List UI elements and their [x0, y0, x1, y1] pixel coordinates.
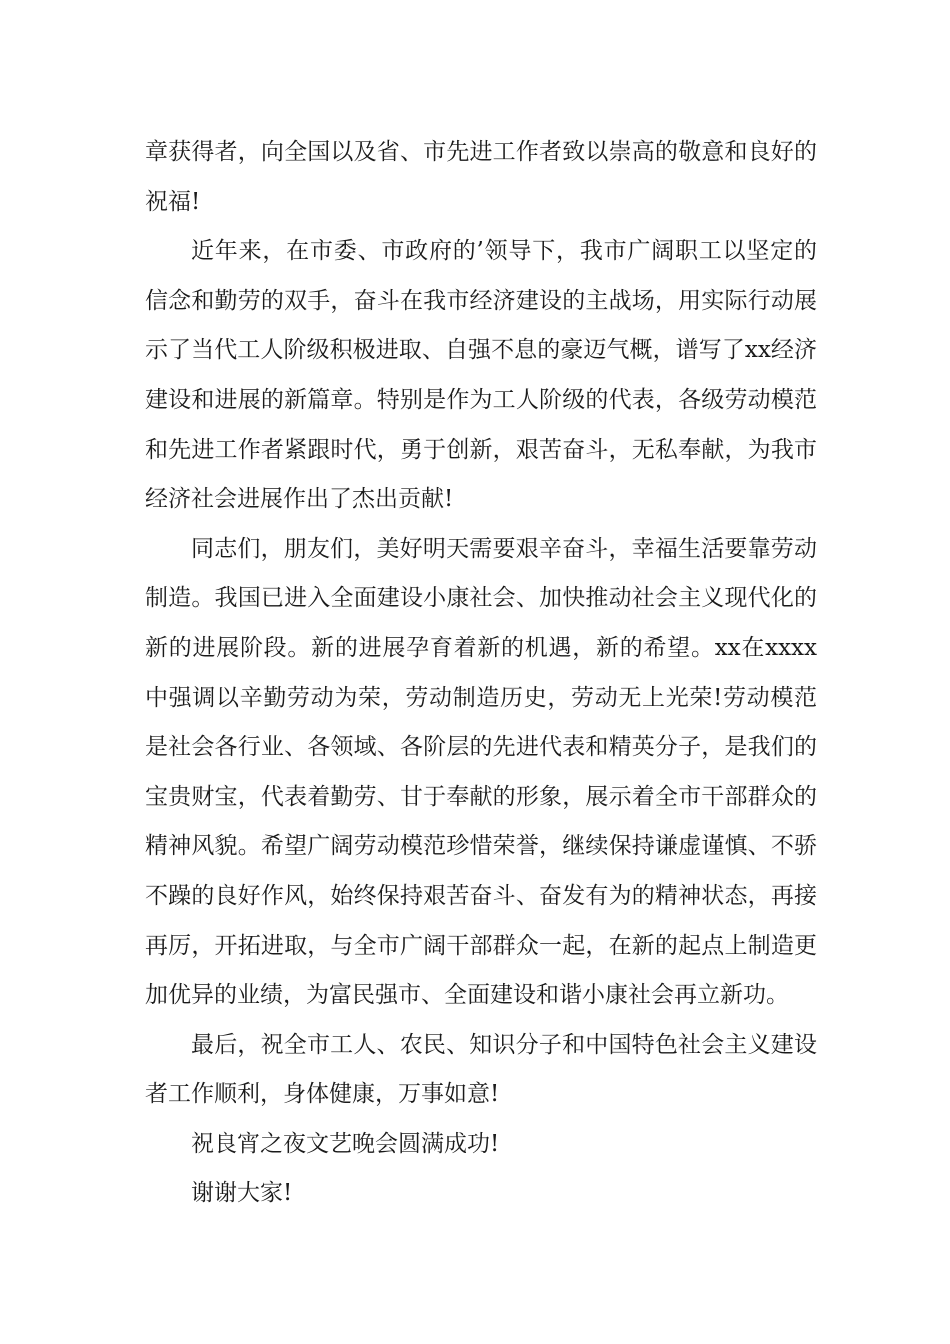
paragraph-labor-models: 同志们，朋友们，美好明天需要艰辛奋斗，幸福生活要靠劳动制造。我国已进入全面建设小康社会、加快推动社会主义现代化的新的进展阶段。新的进展孕育着新的机遇，新的希望。xx在xxxx中强调以辛勤劳动为荣，劳动制造历史，劳动无上光荣!劳动模范是社会各行业、各领域、各阶层的先进代表和精英分子，是我们的宝贵财宝，代表着勤劳、甘于奉献的形象，展示着全市干部群众的精神风貌。希望广阔劳动模范珍惜荣誉，继续保持谦虚谨慎、不骄不躁的良好作风，始终保持艰苦奋斗、奋发有为的精神状态，再接再厉，开拓进取，与全市广阔干部群众一起，在新的起点上制造更加优异的业绩，为富民强市、全面建设和谐小康社会再立新功。	[145, 535, 817, 1009]
paragraph-gala-wish: 祝良宵之夜文艺晚会圆满成功!	[191, 1130, 500, 1157]
paragraph-closing-wishes: 最后，祝全市工人、农民、知识分子和中国特色社会主义建设者工作顺利，身体健康，万事如意!	[145, 1031, 817, 1108]
paragraph-thanks: 谢谢大家!	[191, 1180, 293, 1207]
paragraph-continuation: 章获得者，向全国以及省、市先进工作者致以崇高的敬意和良好的祝福!	[145, 139, 817, 215]
document-body	[145, 128, 817, 1219]
paragraph-achievements: 近年来，在市委、市政府的’领导下，我市广阔职工以坚定的信念和勤劳的双手，奋斗在我市经济建设的主战场，用实际行动展示了当代工人阶级积极进取、自强不息的豪迈气概，谱写了xx经济建设和进展的新篇章。特别是作为工人阶级的代表，各级劳动模范和先进工作者紧跟时代，勇于创新，艰苦奋斗，无私奉献，为我市经济社会进展作出了杰出贡献!	[145, 238, 817, 513]
